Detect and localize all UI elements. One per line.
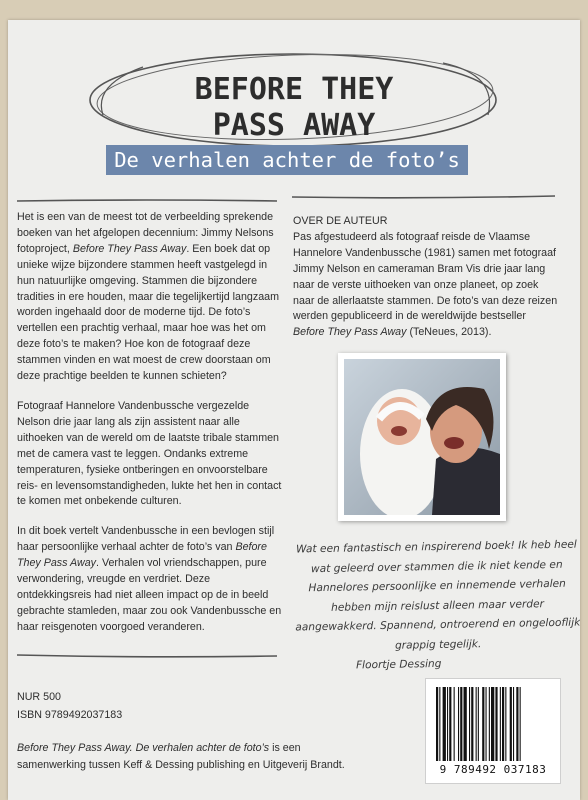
barcode-bar (482, 687, 484, 761)
author-heading: OVER DE AUTEUR (293, 215, 388, 227)
text-run: Pas afgestudeerd als fotograaf reisde de Vlaamse Hannelore Vandenbussche (1981) samen met fotograaf Jimmy Nelson en cameraman Bram Vis drie jaar lang naar de verste uithoeken van onze planeet, op zoek naar de allerlaatste stammen. De foto’s van deze reizen werden gepubliceerd in de wereldwijde bestseller (293, 230, 558, 323)
author-photo (338, 353, 506, 521)
barcode-bar (476, 687, 477, 761)
footer-title: Before They Pass Away. De verhalen achter de foto’s (17, 742, 270, 754)
text-run: Het is een van de meest tot de verbeelding sprekende boeken van het afgelopen decennium: Jimmy Nelsons fotoproject, (17, 211, 274, 255)
divider-left-bottom (16, 653, 278, 659)
book-codes (17, 688, 122, 724)
divider-right-top (291, 194, 556, 200)
barcode-bar (471, 687, 473, 761)
text-run: In dit boek vertelt Vandenbussche in een bevlogen stijl haar persoonlijke verhaal achter de foto’s van (17, 525, 275, 554)
barcode-bar (489, 687, 490, 761)
testimonial-text: Wat een fantastisch en inspirerend boek! Ik heb heel wat geleerd over stammen die ik niet kende en Hannelores persoonlijke en innemende verhalen hebben mijn reislust alleen maar verder aangewakkerd. Spannend, ontroerend en ongelooflijk grappig tegelijk. (295, 538, 580, 652)
barcode-bar (460, 687, 462, 761)
author-photo-image (344, 359, 500, 515)
barcode-bar (510, 687, 512, 761)
italic-title: Before They Pass Away (17, 541, 267, 570)
barcode-bars (434, 687, 552, 761)
barcode-bar (516, 687, 518, 761)
barcode-bar (495, 687, 497, 761)
barcode-bar (491, 687, 494, 761)
barcode-bar (464, 687, 467, 761)
back-cover (8, 20, 580, 800)
description-column (17, 210, 282, 650)
barcode-bar (469, 687, 470, 761)
footer-text: is een samenwerking tussen Keff & Dessing publishing en Uitgeverij Brandt. (17, 742, 345, 771)
divider-left-top (16, 198, 278, 204)
book-title-line-2: PASS AWAY (212, 108, 376, 143)
title-block (8, 20, 580, 190)
barcode-bar (486, 687, 487, 761)
italic-title: Before They Pass Away (72, 242, 187, 255)
testimonial-quote (294, 536, 580, 677)
nur-code: NUR 500 (17, 691, 61, 703)
text-run: . Een boek dat op unieke wijze bijzondere stammen heeft vastgelegd in hun natuurlijke omgeving. Stammen die bijzondere tradities in ere houden, maar die tegelijkertijd langzaam worden ingehaald door de moderne tijd. De foto’s vertellen een prachtig verhaal, maar hoe was het om deze foto’s te maken? Hoe kon de fotograaf deze stammen vinden en wat moest de crew doorstaan om deze prachtige beelden te kunnen schieten? (17, 242, 279, 383)
italic-title: Before They Pass Away (293, 326, 407, 339)
barcode-bar (454, 687, 455, 761)
barcode-bar (443, 687, 446, 761)
barcode-bar (458, 687, 459, 761)
isbn-code: ISBN 9789492037183 (17, 709, 123, 721)
isbn-barcode (425, 678, 561, 784)
book-title-line-1: BEFORE THEY (194, 72, 394, 107)
barcode-bar (502, 687, 504, 761)
barcode-bar (436, 687, 438, 761)
text-run: (TeNeues, 2013). (406, 326, 492, 339)
description-paragraph-3 (17, 524, 282, 635)
book-subtitle: De verhalen achter de foto’s (114, 148, 460, 172)
author-column (293, 214, 558, 341)
barcode-bar (478, 687, 479, 761)
barcode-bar (513, 687, 514, 761)
description-paragraph-1 (17, 210, 282, 385)
testimonial-author: Floortje Dessing (355, 657, 442, 672)
barcode-bar (520, 687, 521, 761)
barcode-bar (505, 687, 506, 761)
barcode-number: 9 789492 037183 (439, 763, 547, 776)
publisher-note (17, 740, 357, 774)
barcode-bar (439, 687, 440, 761)
text-run: . Verhalen vol vriendschappen, pure verwondering, vreugde en verdriet. Deze ontdekkingsreis had niet alleen impact op de in beeld gebrachte stamleden, maar zou ook Vandenbussche en haar reisgenoten voorgoed veranderen. (17, 557, 282, 633)
barcode-bar (447, 687, 448, 761)
subtitle-band (106, 145, 468, 175)
barcode-bar (500, 687, 501, 761)
author-bio (293, 230, 558, 341)
barcode-bar (449, 687, 451, 761)
description-paragraph-2: Fotograaf Hannelore Vandenbussche vergezelde Nelson drie jaar lang als zijn assistent naar alle uithoeken van de wereld om de laatste tribale stammen met de camera vast te leggen. Ondanks extreme temperaturen, fysieke ontberingen en onvoorstelbare reis- en levensomstandigheden, lukte het hen in contact te komen met onbekende culturen. (17, 399, 282, 508)
